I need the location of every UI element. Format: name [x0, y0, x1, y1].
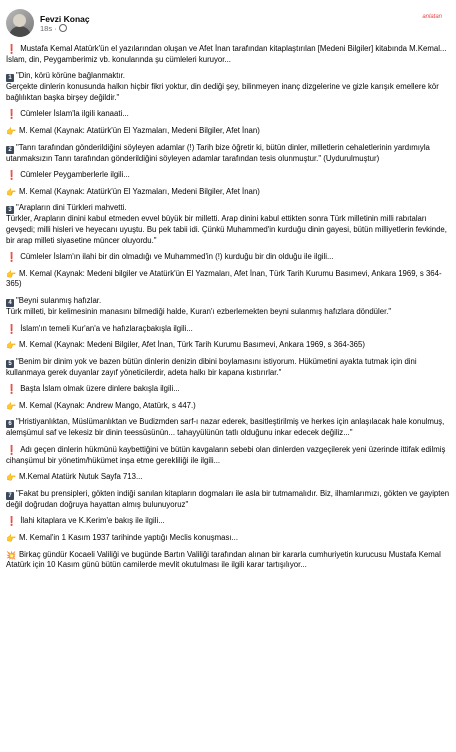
line-text: Türk milleti, bir kelimesinin manasını bilmediği halde, Kuran'ı ezberlemekten beyni sulanmış hafızlara döndüler." — [6, 306, 392, 316]
exclamation-icon: ❗ — [6, 384, 18, 395]
line-text: Türkler, Arapların dinini kabul etmeden evvel büyük bir milletti. Arap dinini kabul ettikten sonra Türk milletinin milli rabıtaları gevşedi; milli hisleri ve heyecanı uyuştu. Bu pek tabii idi. Çünkü Muhammed'in kurduğu dinin gayesi, bütün milliyetlerin fevkinde, bir arap milleti siyasetine müncer oluyordu." — [6, 214, 447, 245]
line-text: İlahi kitaplara ve K.Kerim'e bakış ile ilgili... — [20, 516, 165, 526]
exclamation-icon: ❗ — [6, 516, 18, 527]
line-text: Adı geçen dinlerin hükmünü kaybettiğini ve bütün kavgaların sebebi olan dinlerden vazgeçilerek yeni üzerinde ittifak edilmiş cihanşümul bir yönetim/hükümet inşa etme gerekliliği ile ilgili... — [6, 445, 446, 465]
post-text-line — [6, 203, 450, 214]
line-text: Başta İslam olmak üzere dinlere bakışla ilgili... — [20, 384, 180, 394]
line-text: "Tanrı tarafından gönderildiğini söyleyen adamlar (!) Tarih bize öğretir ki, bütün dinler, milletlerin cehaletlerinin yardımıyla utanmaksızın Tanrı tarafından gönderildiğini söyleyen adamlar tarafından tesis olunmuştur." (Uydurulmuştur) — [6, 142, 430, 163]
post-text-line — [6, 401, 450, 412]
pointing-hand-icon: 👉 — [6, 269, 16, 279]
post-text-line — [6, 472, 450, 483]
line-text: "Benim bir dinim yok ve bazen bütün dinlerin denizin dibini boylamasını istiyorum. Hükümetini ayakta tutmak için dini kullanmaya gerek duyanlar zayıf yöneticilerdir, adeta halkı bir kapana kıstırırlar." — [6, 356, 417, 377]
post-time[interactable] — [40, 24, 90, 33]
line-text: Gerçekte dinlerin konusunda halkın hiçbir fikri yoktur, din dediği şey, bilinmeyen inanç dizgelerine ve gizle karışık emellere kör bağlılıktan başka birşey değildir." — [6, 82, 439, 102]
line-text: "Hristiyanlıktan, Müslümanlıktan ve Budizmden sarf-ı nazar ederek, basitleştirilmiş ve herkes için anlaşılacak hale konulmuş, alemşümul saf ve lekesiz bir dinin teessüsünün... tahayyülünün tatlı olduğunu inkar edecek değiliz..." — [6, 417, 445, 438]
line-text: M. Kemal'in 1 Kasım 1937 tarihinde yaptığı Meclis konuşması... — [18, 533, 239, 543]
line-text: M. Kemal (Kaynak: Atatürk'ün El Yazmaları, Medeni Bilgiler, Afet İnan) — [18, 186, 260, 196]
post-text-line — [6, 296, 450, 307]
post-text-line — [6, 550, 450, 571]
post-text-line — [6, 324, 450, 335]
post-text-line — [6, 109, 450, 120]
post-text-line — [6, 252, 450, 263]
post-text-line — [6, 126, 450, 137]
pointing-hand-icon: 👉 — [6, 187, 16, 197]
post-text-line — [6, 516, 450, 527]
collision-icon: 💥 — [6, 550, 16, 560]
post-text-line — [6, 269, 450, 290]
post-text-line — [6, 187, 450, 198]
post-text-line — [6, 533, 450, 544]
line-text: İslam'ın temeli Kur'an'a ve hafızlaraçbakışla ilgili... — [20, 323, 193, 333]
pointing-hand-icon: 👉 — [6, 341, 16, 351]
exclamation-icon: ❗ — [6, 252, 18, 263]
post-meta — [40, 14, 90, 33]
watermark-logo: anlatan — [422, 14, 442, 20]
pointing-hand-icon: 👉 — [6, 126, 16, 136]
pointing-hand-icon: 👉 — [6, 473, 16, 483]
number-keycap-icon: 5 — [6, 360, 14, 368]
post-text-line — [6, 71, 450, 82]
line-text: M. Kemal (Kaynak: Medeni Bilgiler, Afet İnan, Türk Tarih Kurumu Basımevi, Ankara 1969, s 364-365) — [18, 340, 365, 350]
post-text-line — [6, 384, 450, 395]
exclamation-icon: ❗ — [6, 170, 18, 181]
pointing-hand-icon: 👉 — [6, 534, 16, 544]
exclamation-icon: ❗ — [6, 445, 18, 456]
exclamation-icon: ❗ — [6, 109, 18, 120]
line-text: Cümleler İslam'ın ilahi bir din olmadığı ve Muhammed'in (!) kurduğu bir din olduğu ile ilgili... — [20, 252, 334, 262]
post-text-line — [6, 170, 450, 181]
number-keycap-icon: 7 — [6, 492, 14, 500]
post-header — [0, 0, 456, 44]
line-text: "Fakat bu prensipleri, gökten indiği sanılan kitapların dogmaları ile asla bir tutmamalıdır. Biz, ilhamlarımızı, gökten ve gayipten değil doğrudan doğruya hayattan almış bulunuyoruz" — [6, 488, 450, 509]
post-text-line — [6, 82, 450, 103]
post-text-line — [6, 445, 450, 466]
number-keycap-icon: 3 — [6, 206, 14, 214]
number-keycap-icon: 4 — [6, 299, 14, 307]
number-keycap-icon: 1 — [6, 74, 14, 82]
line-text: Mustafa Kemal Atatürk'ün el yazılarından oluşan ve Afet İnan tarafından kitaplaştırılan [Medeni Bilgiler] kitabında M.Kemal... İslam, din, Peygamberimiz vb. konularında şu cümleleri kuruyor... — [6, 44, 447, 64]
post-text-line — [6, 417, 450, 439]
line-text: M. Kemal (Kaynak: Atatürk'ün El Yazmaları, Medeni Bilgiler, Afet İnan) — [18, 125, 260, 135]
pointing-hand-icon: 👉 — [6, 401, 16, 411]
line-text: Cümleler İslam'la ilgili kanaati... — [20, 109, 129, 119]
post-body — [0, 44, 456, 571]
author-name[interactable]: Fevzi Konaç — [40, 13, 90, 24]
exclamation-icon: ❗ — [6, 323, 18, 334]
exclamation-icon: ❗ — [6, 44, 18, 54]
line-text: M.Kemal Atatürk Nutuk Sayfa 713... — [18, 472, 143, 482]
post-text-line — [6, 214, 450, 246]
post-text-line — [6, 44, 450, 65]
globe-icon — [59, 24, 67, 32]
post-text-line — [6, 489, 450, 511]
line-text: "Din, körü körüne bağlanmaktır. — [16, 71, 125, 81]
post-text-line — [6, 340, 450, 351]
number-keycap-icon: 6 — [6, 420, 14, 428]
line-text: Cümleler Peygamberlerle ilgili... — [20, 170, 130, 180]
line-text: Birkaç gündür Kocaeli Valiliği ve bugünde Bartın Valiliği tarafından alınan bir kararla cumhuriyetin kurucusu Mustafa Kemal Atatürk için 10 Kasım günü bütün camilerde mevlit okutulması ile ilgili karar tartışılıyor... — [6, 549, 441, 570]
post-text-line — [6, 357, 450, 379]
number-keycap-icon: 2 — [6, 146, 14, 154]
avatar[interactable] — [6, 9, 34, 37]
line-text: M. Kemal (Kaynak: Andrew Mango, Atatürk, s 447.) — [18, 400, 196, 410]
timestamp: 18s · — [40, 23, 57, 33]
post-text-line — [6, 143, 450, 165]
line-text: "Arapların dini Türkleri mahvetti. — [16, 203, 127, 213]
line-text: "Beyni sulanmış hafızlar. — [16, 295, 102, 305]
post-text-line — [6, 307, 450, 318]
line-text: M. Kemal (Kaynak: Medeni bilgiler ve Atatürk'ün El Yazmaları, Afet İnan, Türk Tarih Kurumu Basımevi, Ankara 1969, s 364-365) — [6, 268, 442, 289]
